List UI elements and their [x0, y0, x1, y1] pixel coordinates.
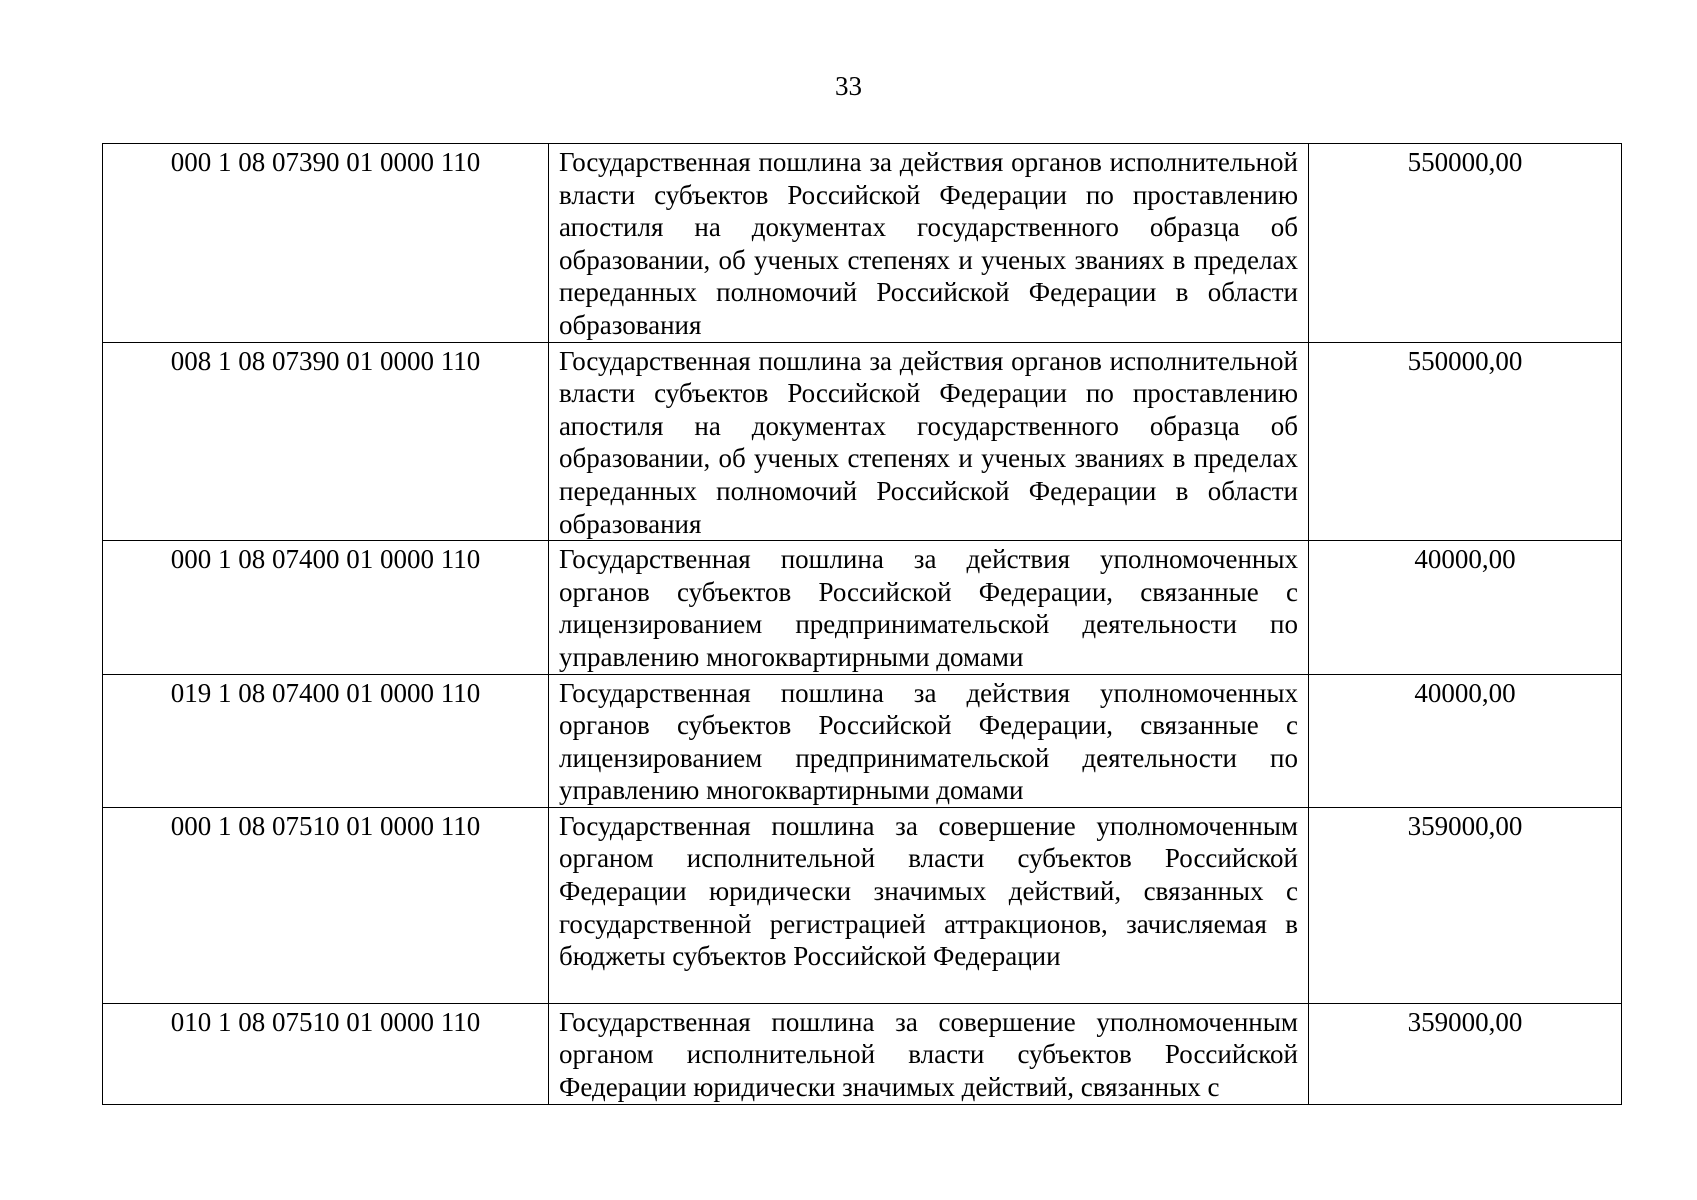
- revenue-amount-cell: 40000,00: [1309, 674, 1622, 807]
- revenue-amount-cell: 359000,00: [1309, 1003, 1622, 1104]
- revenue-amount-cell: 359000,00: [1309, 807, 1622, 1003]
- revenue-code-cell: 008 1 08 07390 01 0000 110: [103, 342, 549, 541]
- revenue-code-cell: 000 1 08 07510 01 0000 110: [103, 807, 549, 1003]
- revenue-amount-cell: 40000,00: [1309, 541, 1622, 674]
- revenue-code-cell: 000 1 08 07390 01 0000 110: [103, 144, 549, 343]
- revenue-code-cell: 000 1 08 07400 01 0000 110: [103, 541, 549, 674]
- revenue-description-cell: Государственная пошлина за совершение уполномоченным органом исполнительной власти субъектов Российской Федерации юридически значимых действий, связанных с: [549, 1003, 1309, 1104]
- revenue-description-cell: Государственная пошлина за действия органов исполнительной власти субъектов Российской Федерации по проставлению апостиля на документах государственного образца об образовании, об ученых степенях и ученых званиях в пределах переданных полномочий Российской Федерации в области образования: [549, 144, 1309, 343]
- revenue-amount-cell: 550000,00: [1309, 342, 1622, 541]
- revenue-code-cell: 010 1 08 07510 01 0000 110: [103, 1003, 549, 1104]
- revenue-amount-cell: 550000,00: [1309, 144, 1622, 343]
- revenue-description-cell: Государственная пошлина за действия уполномоченных органов субъектов Российской Федерации, связанные с лицензированием предпринимательской деятельности по управлению многоквартирными домами: [549, 674, 1309, 807]
- revenue-description-cell: Государственная пошлина за действия органов исполнительной власти субъектов Российской Федерации по проставлению апостиля на документах государственного образца об образовании, об ученых степенях и ученых званиях в пределах переданных полномочий Российской Федерации в области образования: [549, 342, 1309, 541]
- revenue-table: [102, 143, 1622, 1105]
- table-row: [103, 342, 1622, 541]
- table-row: [103, 807, 1622, 1003]
- table-row: [103, 144, 1622, 343]
- table-row: [103, 674, 1622, 807]
- revenue-code-cell: 019 1 08 07400 01 0000 110: [103, 674, 549, 807]
- revenue-description-cell: Государственная пошлина за действия уполномоченных органов субъектов Российской Федерации, связанные с лицензированием предпринимательской деятельности по управлению многоквартирными домами: [549, 541, 1309, 674]
- table-row: [103, 541, 1622, 674]
- revenue-description-cell: Государственная пошлина за совершение уполномоченным органом исполнительной власти субъектов Российской Федерации юридически значимых действий, связанных с государственной регистрацией аттракционов, зачисляемая в бюджеты субъектов Российской Федерации: [549, 807, 1309, 1003]
- page-number: 33: [835, 71, 862, 101]
- table-row: [103, 1003, 1622, 1104]
